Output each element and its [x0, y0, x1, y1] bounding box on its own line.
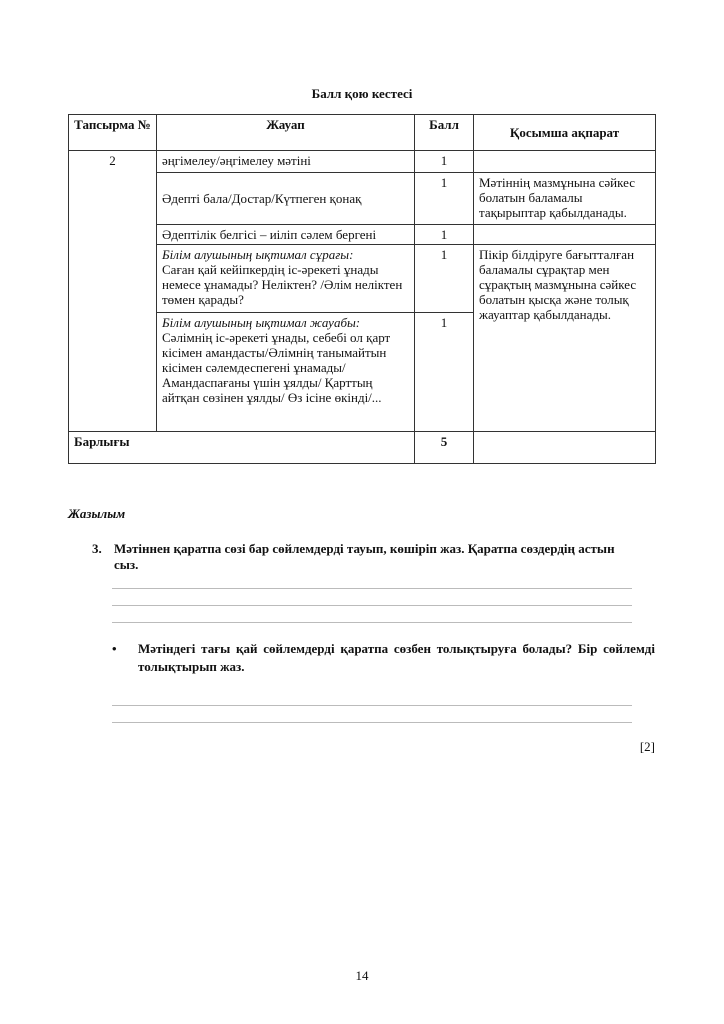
section-label: Жазылым: [68, 506, 126, 521]
extra-cell: [474, 432, 656, 464]
answer-heading: Білім алушының ықтимал сұрағы:: [162, 247, 354, 262]
answer-line[interactable]: [112, 605, 632, 606]
page-title: Балл қою кестесі: [311, 86, 413, 101]
answer-heading: Білім алушының ықтимал жауабы:: [162, 315, 361, 330]
total-score: 5: [415, 432, 474, 464]
header-answer: Жауап: [157, 115, 415, 151]
answer-cell: Әдептілік белгісі – иіліп сәлем бергені: [157, 225, 415, 245]
answer-line[interactable]: [112, 622, 632, 623]
extra-cell-2: Пікір білдіруге бағытталған баламалы сұрақтар мен сұрақтың мазмұнына сәйкес болатын қысқа және толық жауаптар қабылданады.: [474, 245, 656, 432]
bullet-icon: •: [112, 641, 117, 656]
extra-cell: [474, 151, 656, 173]
header-extra: Қосымша ақпарат: [474, 115, 656, 151]
table-header-row: [69, 115, 656, 151]
score-cell: 1: [415, 225, 474, 245]
total-row: [69, 432, 656, 464]
table-row: [69, 245, 656, 313]
header-task: Тапсырма №: [69, 115, 157, 151]
answer-line[interactable]: [112, 722, 632, 723]
answer-cell: Әдепті бала/Достар/Күтпеген қонақ: [157, 173, 415, 225]
answer-cell: [157, 313, 415, 432]
score-cell: 1: [415, 151, 474, 173]
question-3: [92, 541, 632, 573]
extra-cell-1: Мәтіннің мазмұнына сәйкес болатын баламалы тақырыптар қабылданады.: [474, 173, 656, 225]
page-number: 14: [355, 968, 369, 983]
score-cell: 1: [415, 313, 474, 432]
question-text: Мәтіннен қаратпа сөзі бар сөйлемдерді тауып, көшіріп жаз. Қаратпа сөздердің астын сыз.: [114, 541, 615, 572]
total-label: Барлығы: [69, 432, 415, 464]
answer-line[interactable]: [112, 705, 632, 706]
table-row: [69, 225, 656, 245]
answer-cell: әңгімелеу/әңгімелеу мәтіні: [157, 151, 415, 173]
answer-text: Сәлімнің іс-әрекеті ұнады, себебі ол қарт кісімен амандасты/Әлімнің танымайтын кісімен сәлемдеспегені ұнамады/ Амандаспағаны үшін ұялды/ Қарттың айтқан сөзінен ұялды/ Өз ісіне өкінді/...: [162, 330, 391, 405]
score-cell: 1: [415, 173, 474, 225]
extra-cell: [474, 225, 656, 245]
question-number: 3.: [92, 541, 102, 556]
table-row: [69, 173, 656, 225]
task-number: 2: [69, 151, 157, 432]
points-label: [2]: [639, 739, 655, 754]
score-cell: 1: [415, 245, 474, 313]
table-row: [69, 151, 656, 173]
answer-cell: [157, 245, 415, 313]
bullet-text: Мәтіндегі тағы қай сөйлемдерді қаратпа сөзбен толықтыруға болады? Бір сөйлемді толықтырып жаз.: [138, 641, 655, 674]
bullet-task: [112, 640, 655, 676]
answer-text: Саған қай кейіпкердің іс-әрекеті ұнады немесе ұнамады? Неліктен? /Әлім неліктен төмен қарады?: [162, 262, 403, 307]
header-score: Балл: [415, 115, 474, 151]
answer-line[interactable]: [112, 588, 632, 589]
scoring-table: [68, 114, 656, 464]
